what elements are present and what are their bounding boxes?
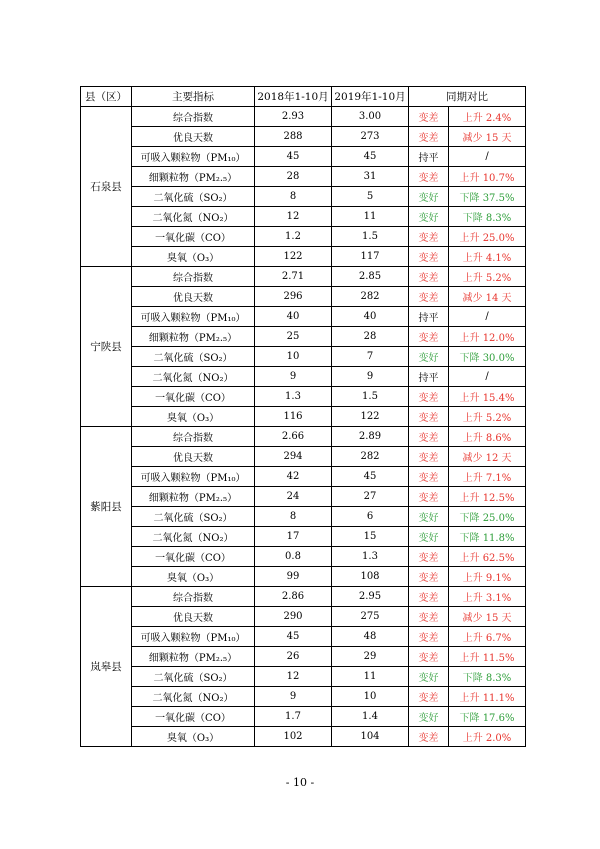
change-cell: 下降 8.3% <box>449 667 526 687</box>
value-2018-cell: 9 <box>255 687 332 707</box>
table-row <box>81 107 526 127</box>
status-cell: 变差 <box>409 227 449 247</box>
status-cell: 持平 <box>409 147 449 167</box>
value-2019-cell: 2.95 <box>332 587 409 607</box>
value-2019-cell: 2.85 <box>332 267 409 287</box>
table-row <box>81 167 526 187</box>
indicator-cell: 可吸入颗粒物（PM₁₀） <box>132 467 255 487</box>
change-cell: 减少 15 天 <box>449 607 526 627</box>
value-2019-cell: 15 <box>332 527 409 547</box>
county-cell: 石泉县 <box>81 107 132 267</box>
status-cell: 变差 <box>409 647 449 667</box>
header-2018: 2018年1-10月 <box>255 87 332 107</box>
value-2019-cell: 6 <box>332 507 409 527</box>
value-2018-cell: 290 <box>255 607 332 627</box>
change-cell: / <box>449 307 526 327</box>
indicator-cell: 优良天数 <box>132 127 255 147</box>
table-row <box>81 507 526 527</box>
value-2019-cell: 108 <box>332 567 409 587</box>
header-indicator: 主要指标 <box>132 87 255 107</box>
indicator-cell: 一氧化碳（CO） <box>132 547 255 567</box>
indicator-cell: 二氧化氮（NO₂） <box>132 367 255 387</box>
change-cell: 下降 37.5% <box>449 187 526 207</box>
value-2019-cell: 104 <box>332 727 409 747</box>
change-cell: 上升 8.6% <box>449 427 526 447</box>
table-body <box>81 107 526 747</box>
status-cell: 变差 <box>409 427 449 447</box>
indicator-cell: 细颗粒物（PM₂.₅） <box>132 327 255 347</box>
indicator-cell: 细颗粒物（PM₂.₅） <box>132 167 255 187</box>
indicator-cell: 优良天数 <box>132 607 255 627</box>
change-cell: 上升 11.5% <box>449 647 526 667</box>
table-row <box>81 367 526 387</box>
indicator-cell: 一氧化碳（CO） <box>132 707 255 727</box>
table-row <box>81 387 526 407</box>
header-comparison: 同期对比 <box>409 87 526 107</box>
indicator-cell: 可吸入颗粒物（PM₁₀） <box>132 307 255 327</box>
header-row <box>81 87 526 107</box>
value-2019-cell: 117 <box>332 247 409 267</box>
change-cell: 减少 12 天 <box>449 447 526 467</box>
value-2018-cell: 40 <box>255 307 332 327</box>
value-2018-cell: 1.3 <box>255 387 332 407</box>
table-row <box>81 567 526 587</box>
indicator-cell: 臭氧（O₃） <box>132 567 255 587</box>
change-cell: 上升 4.1% <box>449 247 526 267</box>
status-cell: 变差 <box>409 407 449 427</box>
value-2019-cell: 10 <box>332 687 409 707</box>
value-2019-cell: 2.89 <box>332 427 409 447</box>
value-2018-cell: 102 <box>255 727 332 747</box>
value-2019-cell: 122 <box>332 407 409 427</box>
indicator-cell: 二氧化氮（NO₂） <box>132 687 255 707</box>
change-cell: 上升 2.4% <box>449 107 526 127</box>
value-2019-cell: 1.5 <box>332 387 409 407</box>
value-2019-cell: 45 <box>332 147 409 167</box>
county-cell: 紫阳县 <box>81 427 132 587</box>
table-row <box>81 287 526 307</box>
value-2018-cell: 2.66 <box>255 427 332 447</box>
status-cell: 变差 <box>409 267 449 287</box>
status-cell: 变差 <box>409 287 449 307</box>
value-2019-cell: 1.3 <box>332 547 409 567</box>
value-2018-cell: 8 <box>255 187 332 207</box>
value-2018-cell: 25 <box>255 327 332 347</box>
table-row <box>81 187 526 207</box>
value-2018-cell: 0.8 <box>255 547 332 567</box>
indicator-cell: 二氧化硫（SO₂） <box>132 667 255 687</box>
table-row <box>81 207 526 227</box>
value-2019-cell: 27 <box>332 487 409 507</box>
change-cell: / <box>449 147 526 167</box>
change-cell: 下降 30.0% <box>449 347 526 367</box>
change-cell: 下降 25.0% <box>449 507 526 527</box>
indicator-cell: 一氧化碳（CO） <box>132 387 255 407</box>
table-row <box>81 587 526 607</box>
change-cell: 上升 11.1% <box>449 687 526 707</box>
value-2019-cell: 5 <box>332 187 409 207</box>
status-cell: 变差 <box>409 487 449 507</box>
indicator-cell: 细颗粒物（PM₂.₅） <box>132 487 255 507</box>
indicator-cell: 可吸入颗粒物（PM₁₀） <box>132 627 255 647</box>
value-2019-cell: 275 <box>332 607 409 627</box>
status-cell: 变差 <box>409 327 449 347</box>
status-cell: 变差 <box>409 167 449 187</box>
indicator-cell: 二氧化硫（SO₂） <box>132 347 255 367</box>
table-row <box>81 647 526 667</box>
status-cell: 变差 <box>409 607 449 627</box>
status-cell: 变差 <box>409 387 449 407</box>
value-2018-cell: 12 <box>255 207 332 227</box>
indicator-cell: 二氧化硫（SO₂） <box>132 507 255 527</box>
table-row <box>81 447 526 467</box>
value-2018-cell: 296 <box>255 287 332 307</box>
change-cell: 上升 5.2% <box>449 267 526 287</box>
status-cell: 变差 <box>409 107 449 127</box>
value-2018-cell: 45 <box>255 627 332 647</box>
status-cell: 持平 <box>409 367 449 387</box>
change-cell: 上升 25.0% <box>449 227 526 247</box>
value-2019-cell: 273 <box>332 127 409 147</box>
value-2019-cell: 31 <box>332 167 409 187</box>
indicator-cell: 臭氧（O₃） <box>132 247 255 267</box>
status-cell: 变差 <box>409 567 449 587</box>
status-cell: 变差 <box>409 467 449 487</box>
table-row <box>81 707 526 727</box>
value-2019-cell: 3.00 <box>332 107 409 127</box>
indicator-cell: 综合指数 <box>132 267 255 287</box>
value-2018-cell: 42 <box>255 467 332 487</box>
value-2018-cell: 45 <box>255 147 332 167</box>
value-2019-cell: 9 <box>332 367 409 387</box>
value-2019-cell: 29 <box>332 647 409 667</box>
table-row <box>81 487 526 507</box>
change-cell: 上升 2.0% <box>449 727 526 747</box>
indicator-cell: 臭氧（O₃） <box>132 407 255 427</box>
value-2018-cell: 24 <box>255 487 332 507</box>
table-row <box>81 627 526 647</box>
status-cell: 变好 <box>409 207 449 227</box>
table-row <box>81 127 526 147</box>
table-row <box>81 727 526 747</box>
value-2018-cell: 8 <box>255 507 332 527</box>
indicator-cell: 综合指数 <box>132 107 255 127</box>
value-2019-cell: 48 <box>332 627 409 647</box>
indicator-cell: 综合指数 <box>132 427 255 447</box>
value-2018-cell: 294 <box>255 447 332 467</box>
status-cell: 持平 <box>409 307 449 327</box>
value-2018-cell: 28 <box>255 167 332 187</box>
change-cell: 上升 7.1% <box>449 467 526 487</box>
change-cell: 上升 12.5% <box>449 487 526 507</box>
table-row <box>81 687 526 707</box>
indicator-cell: 二氧化硫（SO₂） <box>132 187 255 207</box>
change-cell: / <box>449 367 526 387</box>
header-county: 县（区） <box>81 87 132 107</box>
value-2018-cell: 116 <box>255 407 332 427</box>
change-cell: 上升 62.5% <box>449 547 526 567</box>
table-row <box>81 227 526 247</box>
table-row <box>81 247 526 267</box>
value-2019-cell: 11 <box>332 207 409 227</box>
value-2019-cell: 7 <box>332 347 409 367</box>
value-2019-cell: 282 <box>332 447 409 467</box>
status-cell: 变好 <box>409 667 449 687</box>
indicator-cell: 一氧化碳（CO） <box>132 227 255 247</box>
value-2019-cell: 40 <box>332 307 409 327</box>
table-row <box>81 667 526 687</box>
value-2018-cell: 2.93 <box>255 107 332 127</box>
value-2019-cell: 1.4 <box>332 707 409 727</box>
status-cell: 变差 <box>409 627 449 647</box>
change-cell: 上升 6.7% <box>449 627 526 647</box>
indicator-cell: 细颗粒物（PM₂.₅） <box>132 647 255 667</box>
value-2019-cell: 1.5 <box>332 227 409 247</box>
value-2018-cell: 122 <box>255 247 332 267</box>
value-2018-cell: 99 <box>255 567 332 587</box>
status-cell: 变好 <box>409 707 449 727</box>
table-row <box>81 347 526 367</box>
table-row <box>81 147 526 167</box>
table-row <box>81 547 526 567</box>
county-cell: 岚皋县 <box>81 587 132 747</box>
change-cell: 上升 12.0% <box>449 327 526 347</box>
indicator-cell: 优良天数 <box>132 447 255 467</box>
status-cell: 变好 <box>409 507 449 527</box>
value-2018-cell: 2.71 <box>255 267 332 287</box>
value-2019-cell: 28 <box>332 327 409 347</box>
status-cell: 变好 <box>409 347 449 367</box>
value-2018-cell: 12 <box>255 667 332 687</box>
value-2018-cell: 10 <box>255 347 332 367</box>
change-cell: 下降 17.6% <box>449 707 526 727</box>
indicator-cell: 臭氧（O₃） <box>132 727 255 747</box>
value-2019-cell: 282 <box>332 287 409 307</box>
value-2018-cell: 288 <box>255 127 332 147</box>
status-cell: 变好 <box>409 187 449 207</box>
change-cell: 上升 9.1% <box>449 567 526 587</box>
value-2018-cell: 26 <box>255 647 332 667</box>
indicator-cell: 综合指数 <box>132 587 255 607</box>
indicator-cell: 优良天数 <box>132 287 255 307</box>
indicator-cell: 可吸入颗粒物（PM₁₀） <box>132 147 255 167</box>
change-cell: 下降 11.8% <box>449 527 526 547</box>
change-cell: 上升 3.1% <box>449 587 526 607</box>
table-row <box>81 267 526 287</box>
value-2018-cell: 1.7 <box>255 707 332 727</box>
status-cell: 变差 <box>409 127 449 147</box>
change-cell: 上升 15.4% <box>449 387 526 407</box>
page-number: - 10 - <box>285 776 315 789</box>
county-cell: 宁陕县 <box>81 267 132 427</box>
value-2018-cell: 2.86 <box>255 587 332 607</box>
change-cell: 上升 10.7% <box>449 167 526 187</box>
table-row <box>81 327 526 347</box>
change-cell: 下降 8.3% <box>449 207 526 227</box>
table-row <box>81 607 526 627</box>
status-cell: 变差 <box>409 687 449 707</box>
status-cell: 变差 <box>409 547 449 567</box>
indicator-cell: 二氧化氮（NO₂） <box>132 207 255 227</box>
change-cell: 上升 5.2% <box>449 407 526 427</box>
status-cell: 变差 <box>409 587 449 607</box>
table-row <box>81 527 526 547</box>
table-row <box>81 427 526 447</box>
header-2019: 2019年1-10月 <box>332 87 409 107</box>
status-cell: 变差 <box>409 727 449 747</box>
status-cell: 变好 <box>409 527 449 547</box>
air-quality-comparison-table <box>80 86 526 747</box>
value-2018-cell: 1.2 <box>255 227 332 247</box>
value-2019-cell: 45 <box>332 467 409 487</box>
change-cell: 减少 15 天 <box>449 127 526 147</box>
value-2018-cell: 17 <box>255 527 332 547</box>
value-2018-cell: 9 <box>255 367 332 387</box>
status-cell: 变差 <box>409 247 449 267</box>
value-2019-cell: 11 <box>332 667 409 687</box>
table-row <box>81 407 526 427</box>
indicator-cell: 二氧化氮（NO₂） <box>132 527 255 547</box>
status-cell: 变差 <box>409 447 449 467</box>
change-cell: 减少 14 天 <box>449 287 526 307</box>
table-row <box>81 307 526 327</box>
table-row <box>81 467 526 487</box>
